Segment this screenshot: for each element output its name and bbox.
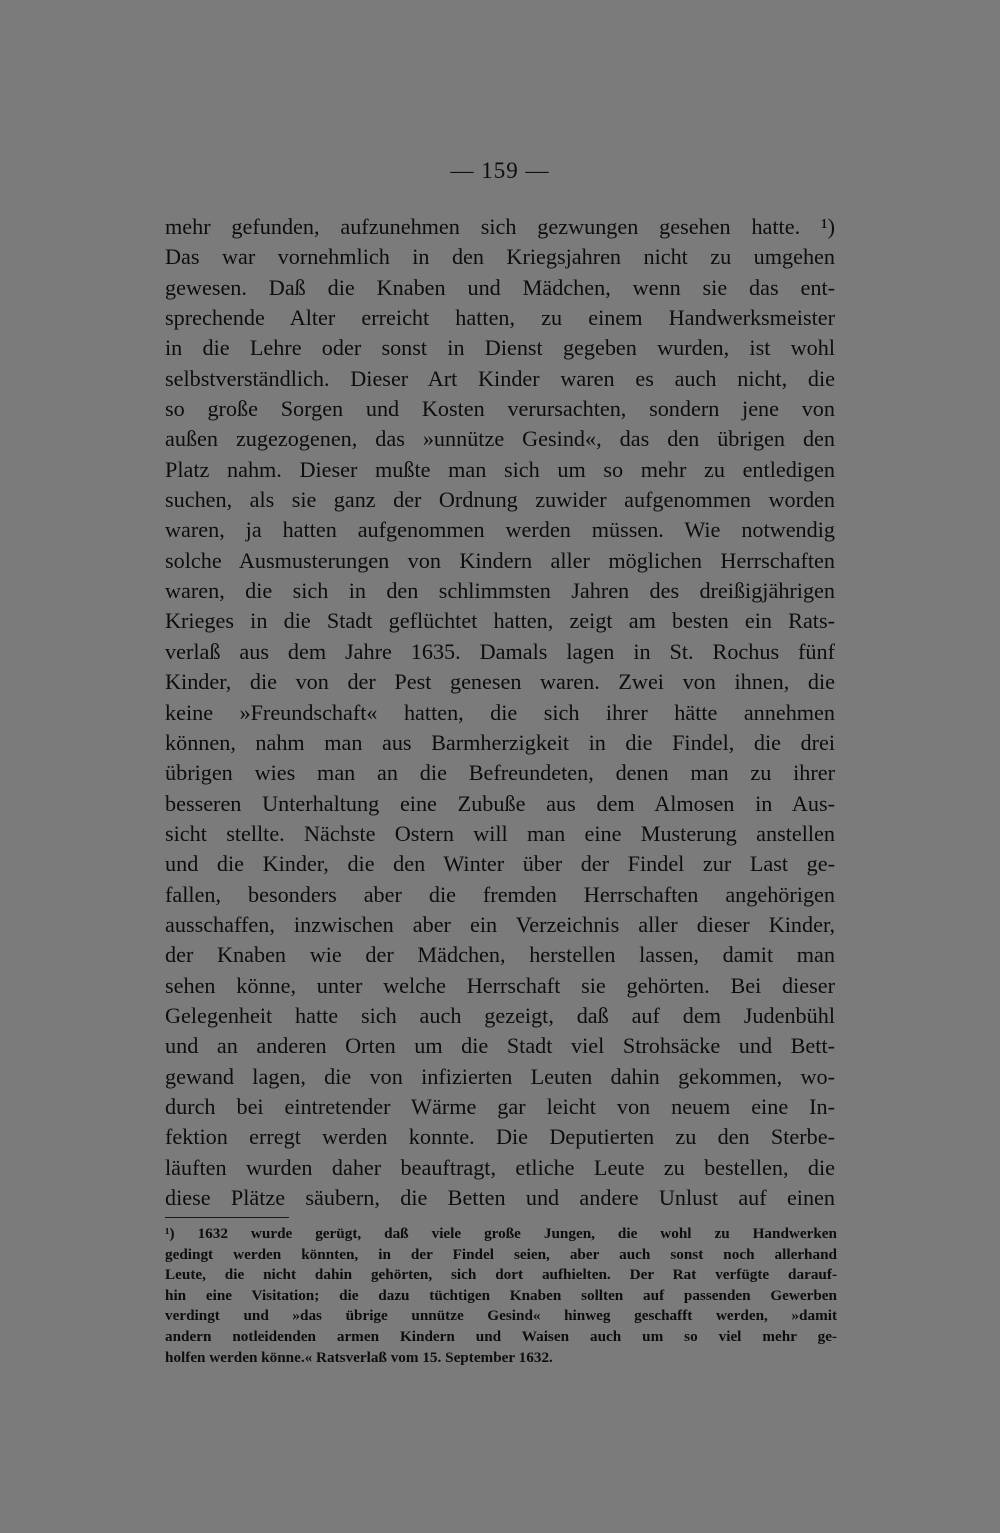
- footnote-line: holfen werden könne.« Ratsverlaß vom 15. September 1632.: [165, 1348, 553, 1366]
- text-line: durch bei eintretender Wärme gar leicht von neuem eine In-: [165, 1093, 835, 1119]
- text-line: sprechende Alter erreicht hatten, zu einem Handwerksmeister: [165, 305, 835, 331]
- text-line: so große Sorgen und Kosten verursachten, sondern jene von: [165, 396, 835, 422]
- text-line: waren, ja hatten aufgenommen werden müssen. Wie notwendig: [165, 517, 835, 543]
- text-line: können, nahm man aus Barmherzigkeit in die Findel, die drei: [165, 729, 835, 755]
- footnote-line: gedingt werden könnten, in der Findel seien, aber auch sonst noch allerhand: [165, 1245, 837, 1263]
- text-line: mehr gefunden, aufzunehmen sich gezwungen gesehen hatte. ¹): [165, 214, 835, 239]
- body-text: [165, 212, 835, 1213]
- text-line: waren, die sich in den schlimmsten Jahren des dreißigjährigen: [165, 578, 835, 604]
- footnote-line: ¹) 1632 wurde gerügt, daß viele große Jungen, die wohl zu Handwerken: [165, 1225, 837, 1242]
- text-line: der Knaben wie der Mädchen, herstellen lassen, damit man: [165, 942, 835, 968]
- text-line: außen zugezogenen, das »unnütze Gesind«, das den übrigen den: [165, 426, 835, 452]
- text-line: in die Lehre oder sonst in Dienst gegeben wurden, ist wohl: [165, 335, 835, 361]
- text-line: gewand lagen, die von infizierten Leuten dahin gekommen, wo-: [165, 1063, 835, 1089]
- text-line: besseren Unterhaltung eine Zubuße aus dem Almosen in Aus-: [165, 790, 835, 816]
- text-line: sicht stellte. Nächste Ostern will man eine Musterung anstellen: [165, 820, 835, 846]
- text-line: Kinder, die von der Pest genesen waren. Zwei von ihnen, die: [165, 669, 835, 695]
- text-line: übrigen wies man an die Befreundeten, denen man zu ihrer: [165, 760, 835, 786]
- text-line: diese Plätze säubern, die Betten und andere Unlust auf einen: [165, 1185, 835, 1210]
- footnote: [165, 1224, 837, 1368]
- text-line: und an anderen Orten um die Stadt viel Strohsäcke und Bett-: [165, 1033, 835, 1059]
- text-line: selbstverständlich. Dieser Art Kinder waren es auch nicht, die: [165, 365, 835, 391]
- text-line: sehen könne, unter welche Herrschaft sie gehörten. Bei dieser: [165, 972, 835, 998]
- footnote-line: andern notleidenden armen Kindern und Waisen auch um so viel mehr ge-: [165, 1327, 837, 1345]
- text-line: und die Kinder, die den Winter über der Findel zur Last ge-: [165, 851, 835, 877]
- text-line: fallen, besonders aber die fremden Herrschaften angehörigen: [165, 881, 835, 907]
- footnote-divider: [165, 1217, 289, 1218]
- text-line: keine »Freundschaft« hatten, die sich ihrer hätte annehmen: [165, 699, 835, 725]
- text-line: läuften wurden daher beauftragt, etliche Leute zu bestellen, die: [165, 1154, 835, 1180]
- text-line: suchen, als sie ganz der Ordnung zuwider aufgenommen worden: [165, 487, 835, 513]
- footnote-line: hin eine Visitation; die dazu tüchtigen Knaben sollten auf passenden Gewerben: [165, 1286, 837, 1304]
- text-line: Das war vornehmlich in den Kriegsjahren nicht zu umgehen: [165, 244, 835, 270]
- text-line: solche Ausmusterungen von Kindern aller möglichen Herrschaften: [165, 547, 835, 573]
- text-line: fektion erregt werden konnte. Die Deputierten zu den Sterbe-: [165, 1124, 835, 1150]
- footnote-line: Leute, die nicht dahin gehörten, sich dort aufhielten. Der Rat verfügte darauf-: [165, 1266, 837, 1284]
- text-line: Platz nahm. Dieser mußte man sich um so mehr zu entledigen: [165, 456, 835, 482]
- footnote-line: verdingt und »das übrige unnütze Gesind« hinweg geschafft werden, »damit: [165, 1307, 837, 1325]
- text-line: ausschaffen, inzwischen aber ein Verzeichnis aller dieser Kinder,: [165, 911, 835, 937]
- page-number: — 159 —: [450, 158, 550, 183]
- text-line: gewesen. Daß die Knaben und Mädchen, wenn sie das ent-: [165, 274, 835, 300]
- text-line: Gelegenheit hatte sich auch gezeigt, daß auf dem Judenbühl: [165, 1002, 835, 1028]
- text-line: Krieges in die Stadt geflüchtet hatten, zeigt am besten ein Rats-: [165, 608, 835, 634]
- text-line: verlaß aus dem Jahre 1635. Damals lagen in St. Rochus fünf: [165, 638, 835, 664]
